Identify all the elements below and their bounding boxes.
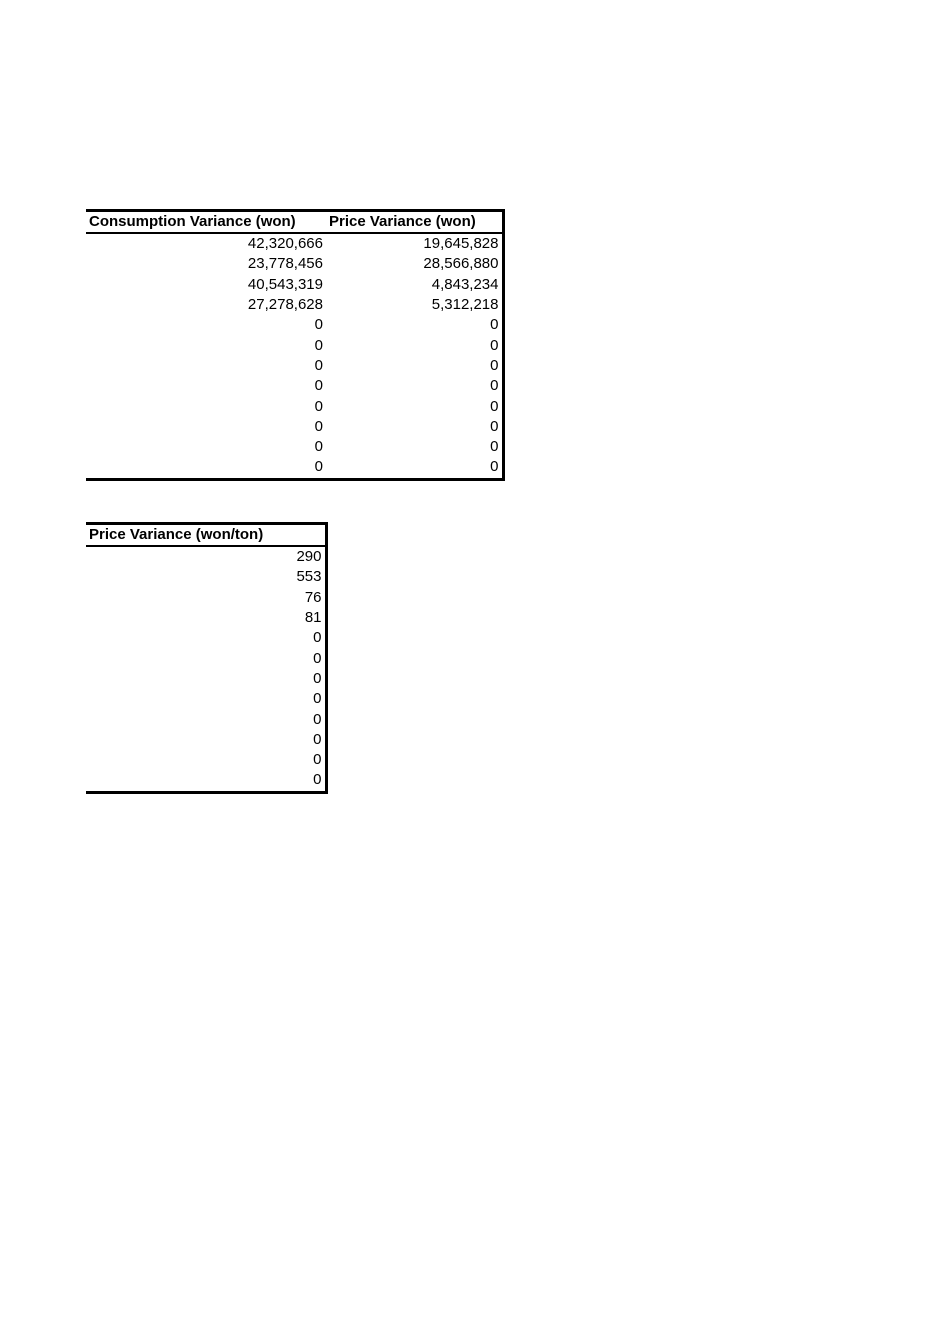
table-cell: 0	[86, 689, 326, 709]
table-row	[86, 335, 503, 355]
table-row	[86, 669, 326, 689]
header-row	[86, 211, 503, 234]
table-cell: 0	[86, 669, 326, 689]
table-cell: 0	[314, 336, 323, 354]
table-row	[86, 546, 326, 567]
table-row	[86, 437, 503, 457]
table-row	[86, 254, 503, 274]
table-cell: 0	[86, 628, 326, 648]
table-row	[86, 588, 326, 608]
table-cell: 4,843,234	[326, 275, 503, 295]
table-row	[86, 648, 326, 668]
table-row	[86, 396, 503, 416]
table-cell: 0	[314, 417, 323, 435]
table-row	[86, 689, 326, 709]
table-row	[86, 356, 503, 376]
table-cell: 290	[86, 546, 326, 567]
table-row	[86, 376, 503, 396]
table-cell: 0	[326, 417, 503, 437]
table-cell: 28,566,880	[326, 254, 503, 274]
table-cell: 0	[86, 648, 326, 668]
table-row	[86, 295, 503, 315]
table-row	[86, 315, 503, 335]
table-row	[86, 628, 326, 648]
table-cell: 5,312,218	[326, 295, 503, 315]
table-cell: 0	[86, 457, 326, 479]
table-row	[86, 417, 503, 437]
table-cell: 0	[326, 376, 503, 396]
table-cell: 19,645,828	[326, 233, 503, 254]
table-cell: 0	[314, 356, 323, 374]
variance-won-table	[86, 209, 505, 481]
column-header-consumption-variance: Consumption Variance (won)	[86, 211, 326, 234]
table-cell: 0	[326, 396, 503, 416]
table-cell: 0	[326, 457, 503, 479]
table-cell: 0	[314, 316, 323, 334]
table-body	[86, 233, 503, 479]
table-row	[86, 770, 326, 792]
table-row	[86, 233, 503, 254]
header-row	[86, 524, 326, 547]
table-row	[86, 608, 326, 628]
table-cell: 0	[326, 356, 503, 376]
table-cell: 76	[86, 588, 326, 608]
table-row	[86, 457, 503, 479]
table-cell: 0	[314, 377, 323, 395]
table-row	[86, 275, 503, 295]
column-header-price-variance: Price Variance (won)	[326, 211, 503, 234]
table-cell: 0	[326, 437, 503, 457]
table-cell: 0	[86, 770, 326, 792]
table-cell: 0	[326, 315, 503, 335]
table-cell: 23,778,456	[247, 255, 323, 273]
table-cell: 0	[326, 335, 503, 355]
table-row	[86, 567, 326, 587]
table-body	[86, 546, 326, 792]
table-cell: 27,278,628	[247, 296, 323, 314]
price-variance-per-ton-table	[86, 522, 328, 794]
table-row	[86, 709, 326, 729]
table-cell: 40,543,319	[247, 275, 323, 293]
table-cell: 42,320,666	[247, 235, 323, 253]
table-row	[86, 730, 326, 750]
column-header-price-variance-per-ton: Price Variance (won/ton)	[86, 524, 326, 547]
table-cell: 81	[86, 608, 326, 628]
table-cell: 0	[86, 750, 326, 770]
table-cell: 0	[314, 397, 323, 415]
table-cell: 0	[86, 730, 326, 750]
table-cell: 0	[314, 438, 323, 456]
table-row	[86, 750, 326, 770]
table-cell: 0	[86, 709, 326, 729]
table-cell: 553	[86, 567, 326, 587]
